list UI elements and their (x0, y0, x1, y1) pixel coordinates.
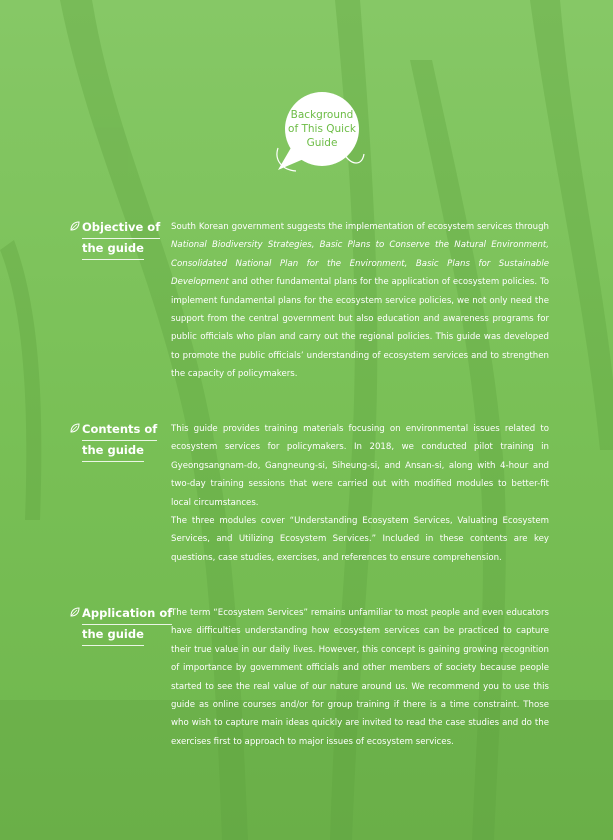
section-title: Contents of the guide (82, 420, 162, 462)
heading-line: of This Quick (288, 123, 356, 135)
paragraph: This guide provides training materials focusing on environmental issues related to ecosystem services for policymakers. In 2018, we conducted pilot training in Gyeongsangnam-do, Gangneung-si, Siheung-si, and Ansan-si, along with 4-hour and two-day training sessions that were carried out with modified modules to better-fit local circumstances. (171, 424, 549, 508)
paragraph: South Korean government suggests the implementation of ecosystem services through National Biodiversity Strategies, Basic Plans to Conserve the Natural Environment, Consolidated National Plan for the Environment, Basic Plans for Sustainable Development and other fundamental plans for the application of ecosystem policies. To implement fundamental plans for the ecosystem service policies, we not only need the support from the central government but also education and awareness programs for public officials who plan and carry out the regional policies. This guide was developed to promote the public officials’ understanding of ecosystem services and to strengthen the capacity of policymakers. (171, 222, 549, 380)
paragraph: The three modules cover “Understanding Ecosystem Services, Valuating Ecosystem Services, and Utilizing Ecosystem Services.” Included in these contents are key questions, case studies, exercises, and references to ensure comprehension. (171, 516, 549, 563)
heading-line: Background (290, 109, 354, 121)
section-title: Objective of the guide (82, 218, 162, 260)
section-title: Application of the guide (82, 604, 162, 646)
paragraph: The term “Ecosystem Services” remains unfamiliar to most people and even educators have difficulties understanding how ecosystem services can be practiced to capture their true value in our daily lives. However, this concept is gaining growing recognition of importance by government officials and other members of society because people started to see the real value of our nature around us. We recommend you to use this guide as online courses and/or for group training if there is a time constraint. Those who wish to capture main ideas quickly are invited to read the case studies and do the exercises first to approach to major issues of ecosystem services. (171, 608, 549, 747)
section-body (171, 218, 549, 384)
leaf-icon (70, 423, 80, 433)
section-body (171, 604, 549, 751)
leaf-icon (70, 607, 80, 617)
leaf-icon (70, 221, 80, 231)
heading-line: Guide (306, 137, 338, 149)
section-heading (284, 108, 360, 150)
section-body (171, 420, 549, 567)
